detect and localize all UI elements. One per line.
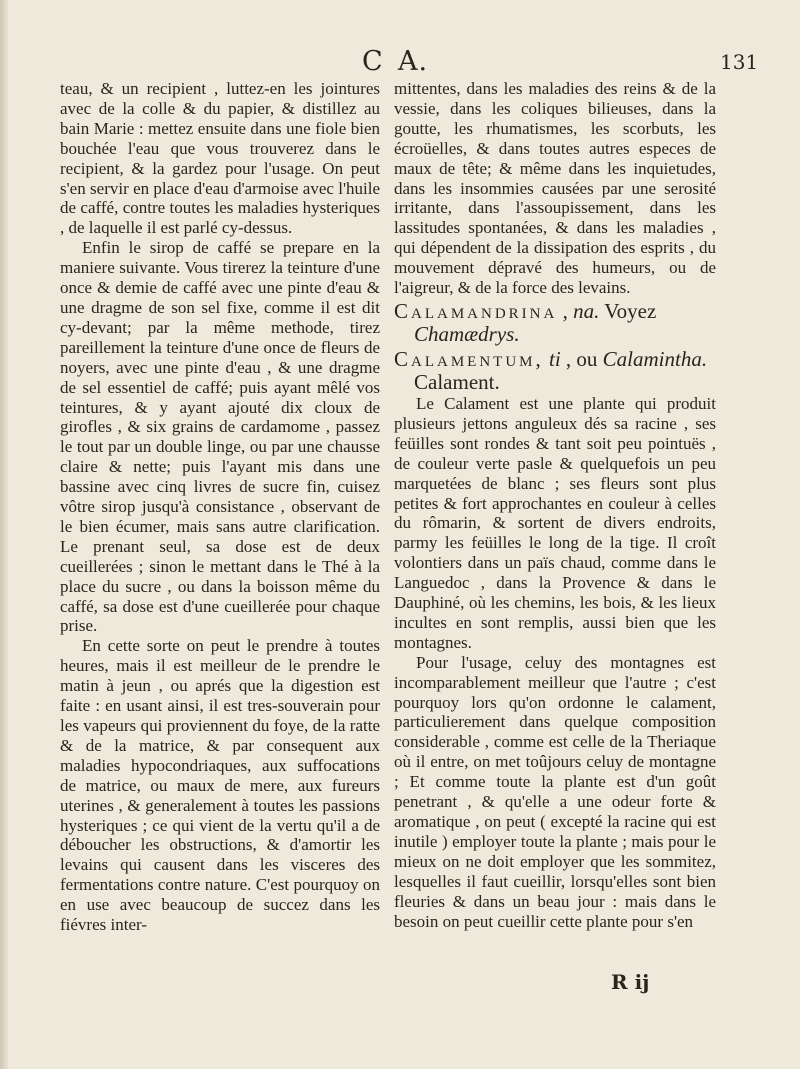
right-paragraph-3: Pour l'usage, celuy des montagnes est incomparablement meilleur que l'autre ; c'est pourquoy lors qu'on ordonne le calament, particulierement dans quelque composition considerable , comme est celle de la Theriaque où il entre, on met toûjours celuy de montagne ; Et comme toute la plante est d'un goût penetrant , & qu'elle a une odeur forte & aromatique , on peut ( excepté la racine qui est inutile ) employer toute la plante ; mais pour le mieux on ne doit employer que les sommitez, lesquelles il faut cueillir, lorsqu'elles sont bien fleuries & dans un beau jour : mais dans le besoin on peut cueillir cette plante pour s'en — [394, 652, 716, 931]
page-binding-edge — [0, 0, 8, 1069]
signature-mark: R ij — [611, 970, 650, 994]
right-paragraph-2: Le Calament est une plante qui produit plusieurs jettons anguleux dés sa racine , ses feüilles sont rondes & tant soit peu pointuës , de couleur verte pasle & quelquefois un peu marquetées de blanc ; ses fleurs sont plus petites & fort approchantes en couleur à celles du rômarin, & sortent de divers endroits, parmy les feüilles le long de la tige. Il croît volontiers dans un païs chaud, comme dans le Languedoc , dans la Provence & dans le Dauphiné, où les chemins, les bois, & les lieux incultes en sont remplis, aussi bien que les montagnes. — [394, 393, 716, 652]
right-column — [394, 79, 716, 931]
entry-heading-calamandrina: Calamandrina , na. Voyez Chamædrys. — [394, 300, 716, 346]
left-column — [60, 79, 380, 935]
left-paragraph-1: teau, & un recipient , luttez-en les jointures avec de la colle & du papier, & distillez au bain Marie : mettez ensuite dans une fiole bien bouchée l'eau que vous trouverez dans le recipient, & la gardez pour l'usage. On peut s'en servir en place d'eau d'armoise avec l'huile de caffé, contre toutes les maladies hysteriques , de laquelle il est parlé cy-dessus. — [60, 79, 380, 238]
header-letter-right: A. — [398, 46, 429, 77]
entry-abbreviation: ti — [549, 346, 561, 371]
page-number: 131 — [720, 50, 759, 74]
left-paragraph-2: Enfin le sirop de caffé se prepare en la maniere suivante. Vous tirerez la teinture d'une once & demie de caffé avec une pinte d'eau & une dragme de son sel fixe, comme il est dit cy-devant; par la même methode, tirez pareillement la teinture d'une once de fleurs de noyers, avec une pinte d'eau , & une dragme de sel essentiel de caffé; puis ayant mêlé vos teintures, & y ayant ajouté dix cloux de girofles , & six grains de cardamome , passez le tout par un double linge, ou par une chausse claire & nette; puis l'ayant mis dans une bassine avec cinq livres de sucre fin, cuisez vôtre sirop jusqu'à consistance , observant de le bien écumer, mais sans autre clarification. Le prenant seul, sa dose est de deux cueillerées ; sinon le mettant dans le Thé à la place du sucre , ou dans la boisson même du caffé, sa dose est d'une cueillerée pour chaque prise. — [60, 238, 380, 636]
entry-heading-calamentum: Calamentum, ti , ou Calamintha. Calament. — [394, 348, 716, 394]
entry-abbreviation: na. — [573, 298, 600, 323]
right-paragraph-1: mittentes, dans les maladies des reins & de la vessie, dans les coliques bilieuses, dans la goutte, les rhumatismes, les scorbuts, les écroüelles, & dans toutes autres especes de maux de tête; & même dans les inquietudes, dans les insommies causées par une serosité irritante, dans l'assoupissement, dans les lassitudes spontanées, & dans les maladies , qui dépendent de la dissipation des esprits , du mouvement dépravé des humeurs, ou de l'aigreur, & de la force des levains. — [394, 79, 716, 298]
entry-term: Calamentum, — [394, 346, 544, 371]
entry-see-label: Voyez — [604, 298, 657, 323]
entry-cross-reference: Chamædrys. — [414, 321, 520, 346]
entry-term: Calamandrina — [394, 298, 558, 323]
header-letter-left: C — [362, 46, 384, 77]
entry-alternate-name: Calamintha. — [602, 346, 708, 371]
entry-french-name: Calament. — [414, 369, 500, 394]
entry-or-label: ou — [576, 346, 598, 371]
running-header — [0, 46, 800, 76]
left-paragraph-3: En cette sorte on peut le prendre à toutes heures, mais il est meilleur de le prendre le matin à jeun , ou aprés que la digestion est faite : en usant ainsi, il est tres-souverain pour les vapeurs qui proviennent du foye, de la ratte & de la matrice, & par consequent aux maladies hypocondriaques, aux suffocations de matrice, ou maux de mere, aux fureurs uterines , & generalement à toutes les passions hysteriques ; ce qui vient de la vertu qu'il a de déboucher les obstructions, & d'amortir les levains qui causent dans les visceres des fermentations contre nature. C'est pourquoy on en use avec beaucoup de succez dans les fiévres inter- — [60, 636, 380, 935]
